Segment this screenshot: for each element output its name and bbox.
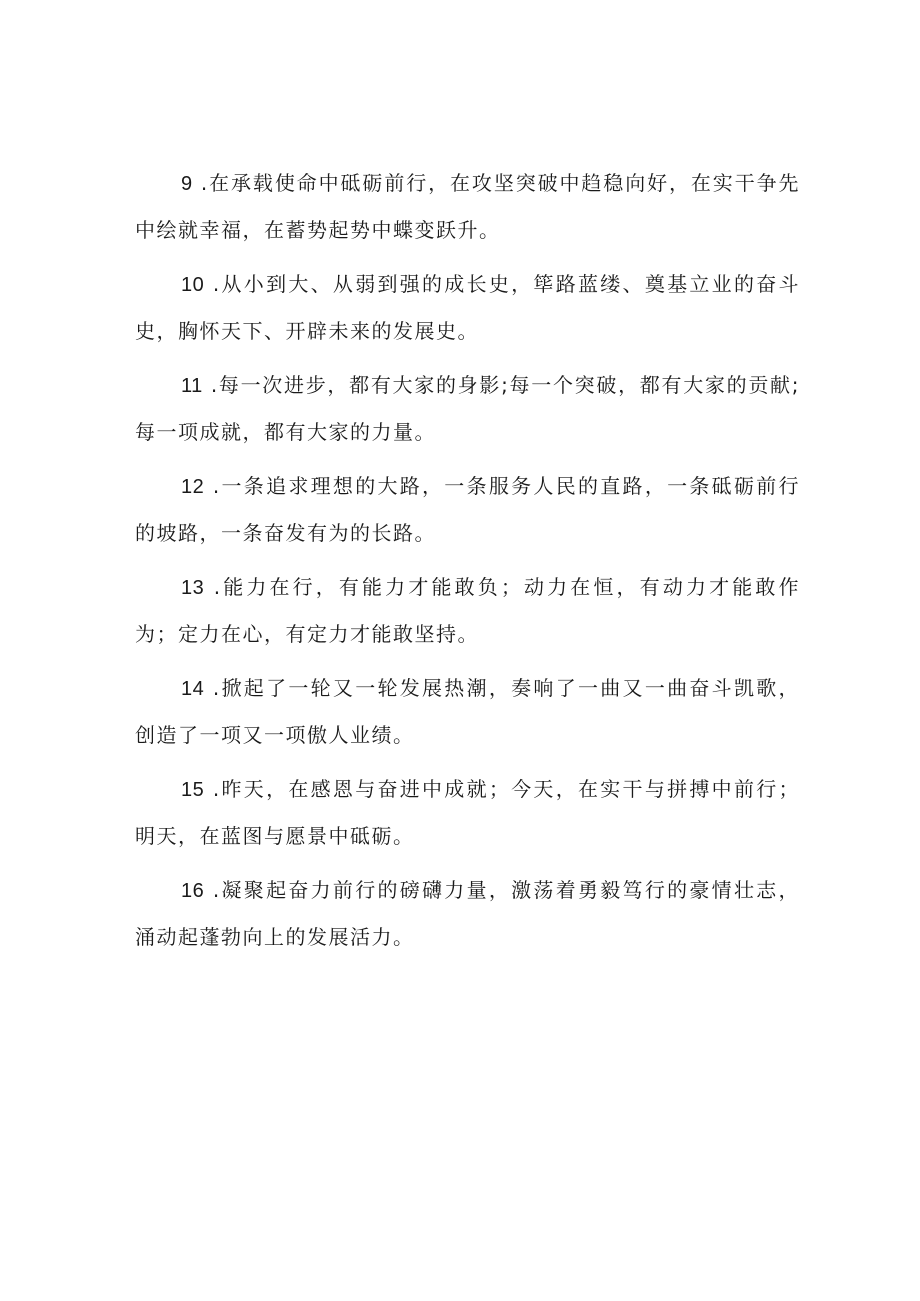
paragraph-text: .能力在行，有能力才能敢负；动力在恒，有动力才能敢作为；定力在心，有定力才能敢坚持。 [135, 575, 800, 646]
paragraph-10 [135, 261, 800, 354]
paragraph-number: 16 [181, 880, 205, 902]
paragraph-text: .昨天，在感恩与奋进中成就；今天，在实干与拼搏中前行；明天，在蓝图与愿景中砥砺。 [135, 777, 800, 848]
paragraph-text: .掀起了一轮又一轮发展热潮，奏响了一曲又一曲奋斗凯歌，创造了一项又一项傲人业绩。 [135, 676, 800, 747]
paragraph-number: 15 [181, 779, 205, 801]
paragraph-number: 13 [181, 577, 205, 599]
paragraph-text: .一条追求理想的大路，一条服务人民的直路，一条砥砺前行的坡路，一条奋发有为的长路。 [135, 474, 800, 545]
paragraph-15 [135, 766, 800, 859]
paragraph-text: .在承载使命中砥砺前行，在攻坚突破中趋稳向好，在实干争先中绘就幸福，在蓄势起势中蝶变跃升。 [135, 171, 800, 242]
paragraph-text: .从小到大、从弱到强的成长史，筚路蓝缕、奠基立业的奋斗史，胸怀天下、开辟未来的发展史。 [135, 272, 800, 343]
document-body [135, 160, 800, 968]
paragraph-number: 14 [181, 678, 205, 700]
paragraph-9 [135, 160, 800, 253]
paragraph-number: 10 [181, 274, 205, 296]
paragraph-14 [135, 665, 800, 758]
paragraph-text: .每一次进步，都有大家的身影;每一个突破，都有大家的贡献;每一项成就，都有大家的力量。 [135, 373, 800, 444]
paragraph-number: 9 [181, 173, 193, 195]
paragraph-number: 12 [181, 476, 205, 498]
paragraph-number: 11 [181, 375, 203, 397]
paragraph-16 [135, 867, 800, 960]
paragraph-text: .凝聚起奋力前行的磅礴力量，激荡着勇毅笃行的豪情壮志，涌动起蓬勃向上的发展活力。 [135, 878, 800, 949]
paragraph-12 [135, 463, 800, 556]
paragraph-13 [135, 564, 800, 657]
paragraph-11 [135, 362, 800, 455]
